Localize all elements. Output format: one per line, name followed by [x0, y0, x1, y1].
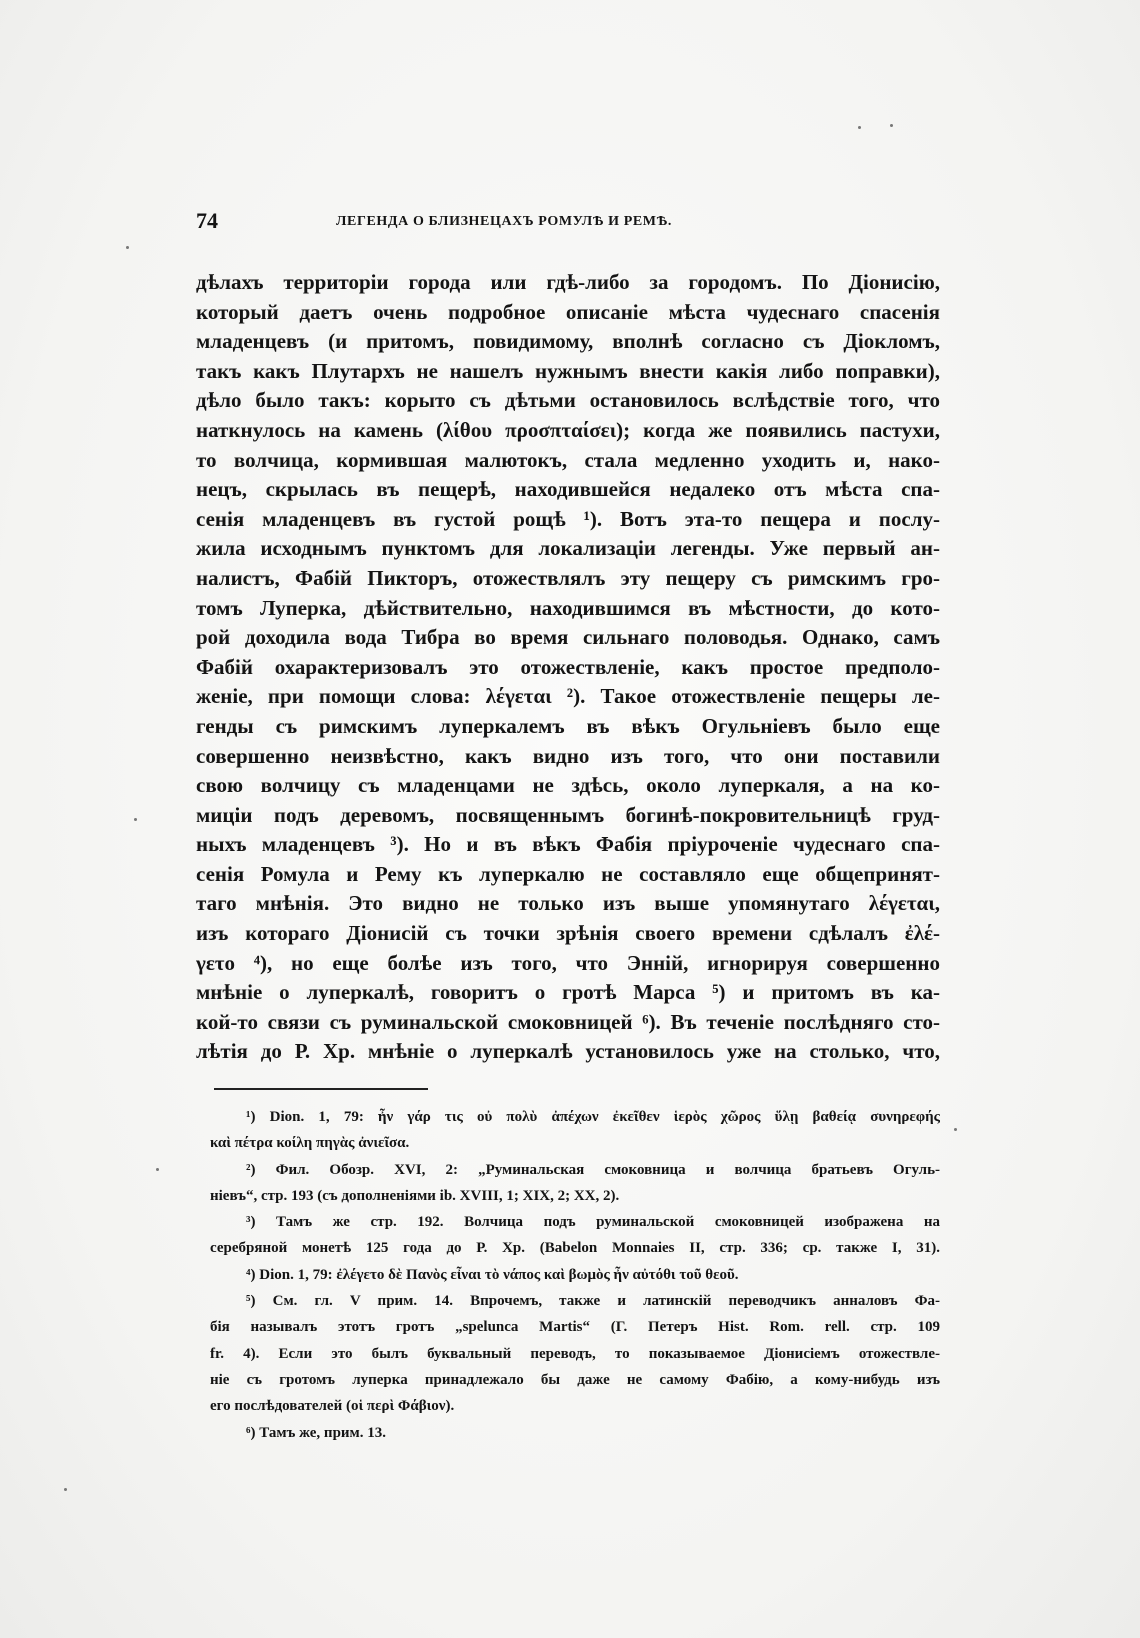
page-number: 74	[196, 208, 218, 233]
text-line: жила исходнымъ пунктомъ для локализаціи легенды. Уже первый ан-	[196, 536, 940, 561]
footnote-line: fr. 4). Если это былъ буквальный переводъ, то показываемое Діонисіемъ отожествле-	[210, 1345, 940, 1362]
footnote-line: ³) Тамъ же стр. 192. Волчица подъ руминальской смоковницей изображена на	[246, 1214, 940, 1231]
text-line: кой-то связи съ руминальской смоковницей ⁶). Въ теченіе послѣдняго сто-	[196, 1009, 940, 1034]
page-header	[196, 208, 940, 242]
footnote-line: ²) Фил. Обозр. XVI, 2: „Руминальская смоковница и волчица братьевъ Огуль-	[246, 1161, 940, 1178]
text-line: мнѣніе о луперкалѣ, говоритъ о гротѣ Марса ⁵) и притомъ въ ка-	[196, 980, 940, 1005]
text-line: то волчица, кормившая малютокъ, стала медленно уходить и, нако-	[196, 447, 940, 472]
footnote-line: ⁴) Dion. 1, 79: ἐλέγετο δὲ Πανὸς εἶναι τὸ νάπος καὶ βωμὸς ἦν αὐτόθι τοῦ θεοῦ.	[246, 1266, 739, 1283]
text-line: налистъ, Фабій Пикторъ, отожествлялъ эту пещеру съ римскимъ гро-	[196, 565, 940, 590]
scan-speck	[858, 126, 861, 129]
text-line: миціи подъ деревомъ, посвященнымъ богинѣ-покровительницѣ груд-	[196, 802, 940, 827]
footnote-line: ⁵) См. гл. V прим. 14. Впрочемъ, также и латинскій переводчикъ анналовъ Фа-	[246, 1293, 940, 1310]
footnote-line: ніе съ гротомъ луперка принадлежало бы даже не самому Фабію, а кому-нибудь изъ	[210, 1371, 940, 1388]
text-line: ныхъ младенцевъ ³). Но и въ вѣкъ Фабія пріуроченіе чудеснаго спа-	[196, 832, 940, 857]
footnote-line: ¹) Dion. 1, 79: ἦν γάρ τις οὐ πολὺ ἀπέχων ἐκεῖθεν ἱερὸς χῶρος ὕλῃ βαθείᾳ συνηρεφής	[246, 1109, 940, 1125]
scan-speck	[64, 1488, 67, 1491]
text-line: дѣло было такъ: корыто съ дѣтьми остановилось вслѣдствіе того, что	[196, 388, 940, 413]
footnote-line: ⁶) Тамъ же, прим. 13.	[246, 1424, 387, 1441]
footnote-line: серебряной монетѣ 125 года до Р. Хр. (Babelon Monnaies II, стр. 336; ср. также I, 31).	[210, 1240, 940, 1257]
text-line: лѣтія до Р. Хр. мнѣніе о луперкалѣ установилось уже на столько, что,	[196, 1039, 940, 1064]
footnote-line: καὶ πέτρα κοίλη πηγὰς ἀνιεῖσα.	[210, 1135, 410, 1152]
footnotes	[210, 1104, 940, 1446]
footnote-line: бія называлъ этотъ гротъ „spelunca Martis“ (Г. Петеръ Hist. Rom. rell. стр. 109	[210, 1319, 940, 1336]
text-line: такъ какъ Плутархъ не нашелъ нужнымъ внести какія либо поправки),	[196, 358, 940, 383]
text-line: сенія младенцевъ въ густой рощѣ ¹). Вотъ эта-то пещера и послу-	[196, 506, 940, 531]
text-line: таго мнѣнія. Это видно не только изъ выше упомянутаго λέγεται,	[196, 891, 940, 916]
text-line: генды съ римскимъ луперкалемъ въ вѣкъ Огульніевъ было еще	[196, 713, 940, 738]
text-line: женіе, при помощи слова: λέγεται ²). Такое отожествленіе пещеры ле-	[196, 684, 940, 709]
text-line: сенія Ромула и Рему къ луперкалю не составляло еще общепринят-	[196, 861, 940, 886]
footnote-line: его послѣдователей (οἱ περὶ Φάβιον).	[210, 1398, 455, 1415]
text-line: γετο ⁴), но еще болѣе изъ того, что Энній, игнорируя совершенно	[196, 950, 940, 975]
text-line: наткнулось на камень (λίθου προσπταίσει); когда же появились пастухи,	[196, 417, 940, 442]
running-title: ЛЕГЕНДА О БЛИЗНЕЦАХЪ РОМУЛѢ И РЕМѢ.	[336, 214, 673, 229]
footnote-divider	[214, 1088, 428, 1090]
text-line: рой доходила вода Тибра во время сильнаго половодья. Однако, самъ	[196, 625, 940, 650]
footnote-line: ніевъ“, стр. 193 (съ дополненіями ib. XVIII, 1; XIX, 2; XX, 2).	[210, 1187, 620, 1204]
scan-speck	[156, 1168, 159, 1171]
text-line: младенцевъ (и притомъ, повидимому, вполнѣ согласно съ Діокломъ,	[196, 329, 940, 354]
text-line: Фабій охарактеризовалъ это отожествленіе, какъ простое предполо-	[196, 654, 940, 679]
text-line: совершенно неизвѣстно, какъ видно изъ того, что они поставили	[196, 743, 940, 768]
text-line: дѣлахъ территоріи города или гдѣ-либо за городомъ. По Діонисію,	[196, 270, 940, 294]
text-line: свою волчицу съ младенцами не здѣсь, около луперкаля, а на ко-	[196, 773, 940, 798]
scan-speck	[134, 818, 137, 821]
text-line: который даетъ очень подробное описаніе мѣста чудеснаго спасенія	[196, 299, 940, 324]
body-text	[196, 268, 940, 1067]
scan-speck	[126, 246, 129, 249]
scan-speck	[954, 1128, 957, 1131]
text-line: нецъ, скрылась въ пещерѣ, находившейся недалеко отъ мѣста спа-	[196, 477, 940, 502]
text-line: изъ котораго Діонисій съ точки зрѣнія своего времени сдѣлалъ ἐλέ-	[196, 921, 940, 946]
scan-speck	[890, 124, 893, 127]
text-line: томъ Луперка, дѣйствительно, находившимся въ мѣстности, до кото-	[196, 595, 940, 620]
